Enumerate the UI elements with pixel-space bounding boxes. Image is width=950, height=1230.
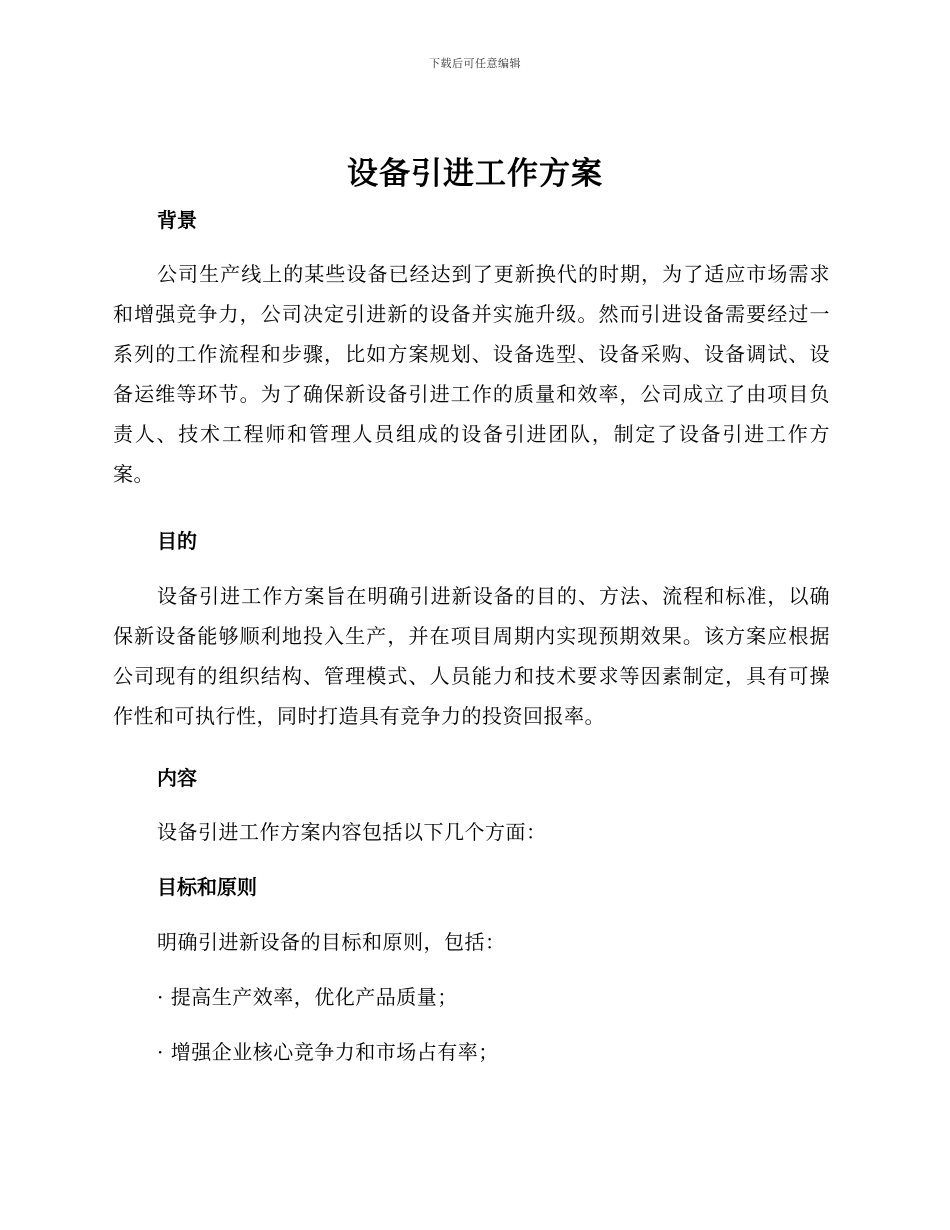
goals-bullet-item: · 提高生产效率，优化产品质量； bbox=[157, 985, 458, 1009]
section-heading-goals: 目标和原则 bbox=[157, 875, 257, 899]
goals-intro: 明确引进新设备的目标和原则，包括： bbox=[157, 930, 506, 954]
section-heading-content: 内容 bbox=[157, 766, 197, 790]
goals-bullet-item: · 增强企业核心竞争力和市场占有率； bbox=[157, 1040, 499, 1064]
purpose-paragraph: 设备引进工作方案旨在明确引进新设备的目的、方法、流程和标准，以确保新设备能够顺利地投入生产，并在项目周期内实现预期效果。该方案应根据公司现有的组织结构、管理模式、人员能力和技术要求等因素制定，具有可操作性和可执行性，同时打造具有竞争力的投资回报率。 bbox=[113, 584, 830, 728]
background-paragraph: 公司生产线上的某些设备已经达到了更新换代的时期，为了适应市场需求和增强竞争力，公司决定引进新的设备并实施升级。然而引进设备需要经过一系列的工作流程和步骤，比如方案规划、设备选型、设备采购、设备调试、设备运维等环节。为了确保新设备引进工作的质量和效率，公司成立了由项目负责人、技术工程师和管理人员组成的设备引进团队，制定了设备引进工作方案。 bbox=[113, 262, 830, 486]
document-title: 设备引进工作方案 bbox=[347, 156, 603, 192]
section-heading-purpose: 目的 bbox=[157, 529, 197, 553]
section-heading-background: 背景 bbox=[157, 208, 197, 232]
header-note: 下载后可任意编辑 bbox=[429, 57, 521, 70]
content-intro: 设备引进工作方案内容包括以下几个方面： bbox=[157, 820, 547, 844]
